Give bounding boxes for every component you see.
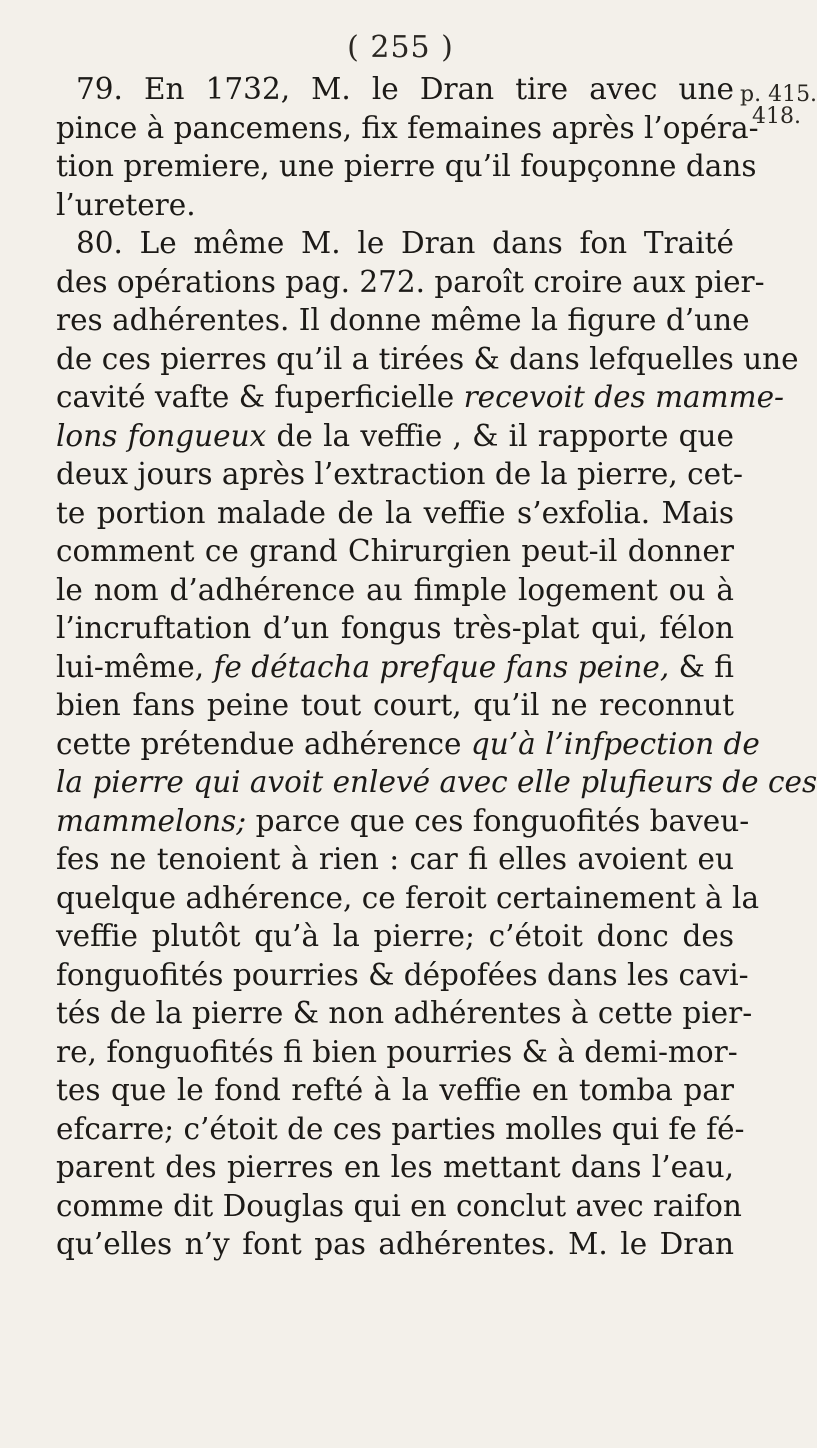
text-line: re, fonguofités fi bien pourries & à demi-mor- — [56, 1034, 738, 1069]
text-line: comme dit Douglas qui en conclut avec raifon — [56, 1188, 742, 1223]
text-line: lons fongueux de la veffie , & il rapporte que — [56, 418, 734, 453]
text-line: 79. En 1732, M. le Dran tire avec une — [76, 72, 734, 106]
italic-phrase: fe détacha prefque fans peine, — [213, 649, 670, 684]
text-line: fes ne tenoient à rien : car fi elles avoient eu — [56, 842, 734, 876]
text-line: pince à pancemens, fix femaines après l’opéra- — [56, 110, 759, 145]
text-line: bien fans peine tout court, qu’il ne reconnut — [56, 688, 734, 722]
text-line: quelque adhérence, ce feroit certainement à la — [56, 880, 760, 915]
italic-phrase: recevoit des mamme- — [463, 380, 785, 414]
text-line: mammelons; parce que ces fonguofités baveu- — [56, 803, 750, 838]
text-line: lui-même, fe détacha prefque fans peine, & fi — [56, 649, 734, 684]
italic-phrase: la pierre qui avoit enlevé avec elle plufieurs de ces — [56, 765, 817, 799]
text-line: l’uretere. — [56, 187, 196, 222]
text-line: res adhérentes. Il donne même la figure d’une — [56, 303, 750, 337]
text-line: tion premiere, une pierre qu’il foupçonne dans — [56, 149, 757, 183]
text-line — [56, 763, 817, 802]
text-line: fonguofités pourries & dépofées dans les cavi- — [56, 957, 749, 992]
italic-phrase: lons fongueux — [56, 418, 267, 453]
text-line: des opérations pag. 272. paroît croire aux pier- — [56, 264, 765, 299]
page-number: ( 255 ) — [347, 30, 454, 65]
italic-phrase: qu’à l’infpection de — [470, 726, 760, 761]
text-line: cavité vafte & fuperficielle recevoit des mamme- — [56, 380, 785, 414]
text-line: veffie plutôt qu’à la pierre; c’étoit donc des — [56, 919, 734, 953]
italic-phrase: mammelons; — [56, 803, 247, 838]
text-line: parent des pierres en les mettant dans l’eau, — [56, 1150, 734, 1184]
text-line: de ces pierres qu’il a tirées & dans lefquelles une — [56, 341, 799, 376]
text-line: 80. Le même M. le Dran dans fon Traité — [76, 226, 734, 260]
margin-note-page-ref-2: 418. — [752, 104, 801, 129]
text-line: deux jours après l’extraction de la pierre, cet- — [56, 457, 743, 491]
text-line: qu’elles n’y font pas adhérentes. M. le Dran — [56, 1227, 734, 1261]
text-line: te portion malade de la veffie s’exfolia. Mais — [56, 495, 734, 530]
text-line: le nom d’adhérence au fimple logement ou à — [56, 572, 734, 607]
margin-note-page-ref: p. 415. — [740, 82, 817, 107]
text-line: comment ce grand Chirurgien peut-il donner — [56, 534, 734, 568]
text-line: tes que le fond refté à la veffie en tomba par — [56, 1073, 734, 1107]
text-line: l’incruftation d’un fongus très-plat qui, félon — [56, 611, 734, 645]
text-line: efcarre; c’étoit de ces parties molles qui fe fé- — [56, 1111, 745, 1146]
text-line: cette prétendue adhérence qu’à l’infpection de — [56, 726, 760, 761]
text-line: tés de la pierre & non adhérentes à cette pier- — [56, 996, 753, 1030]
